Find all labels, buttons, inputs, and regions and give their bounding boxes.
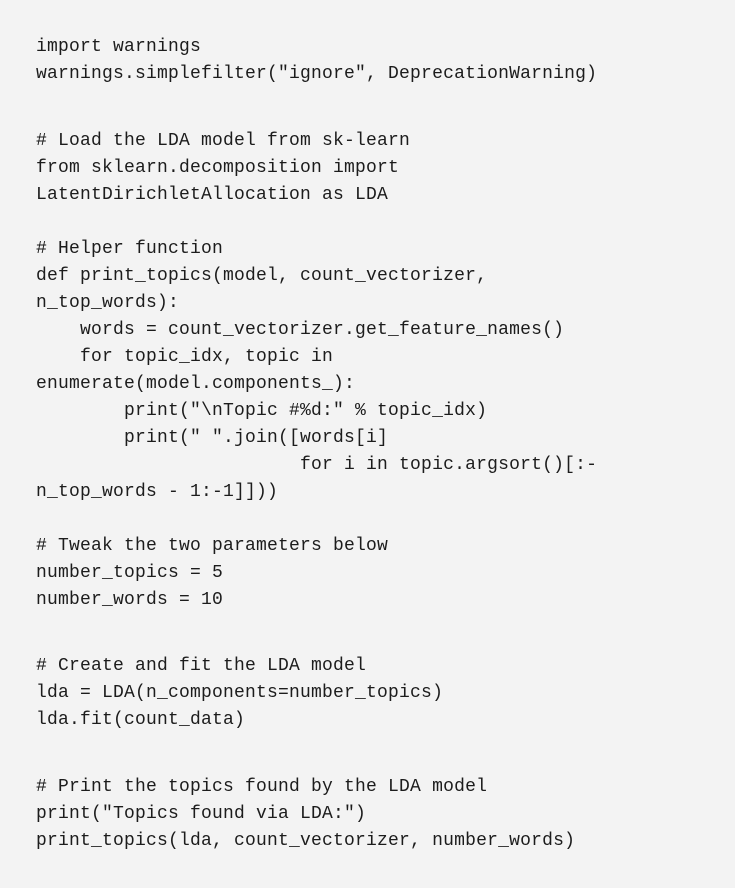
code-line: print_topics(lda, count_vectorizer, number_words) [36, 831, 576, 851]
code-line: print("\nTopic #%d:" % topic_idx) [36, 401, 488, 421]
code-line: number_topics = 5 [36, 563, 224, 583]
code-line: for i in topic.argsort()[:- [36, 455, 598, 475]
code-line: enumerate(model.components_): [36, 374, 356, 394]
code-line: import warnings [36, 37, 202, 57]
code-line: LatentDirichletAllocation as LDA [36, 185, 389, 205]
code-line: number_words = 10 [36, 590, 224, 610]
code-line: lda.fit(count_data) [36, 710, 246, 730]
code-line: lda = LDA(n_components=number_topics) [36, 683, 444, 703]
code-line: # Print the topics found by the LDA model [36, 777, 488, 797]
code-line: # Tweak the two parameters below [36, 536, 389, 556]
code-line: # Helper function [36, 239, 224, 259]
code-line: # Load the LDA model from sk-learn [36, 131, 411, 151]
code-line: warnings.simplefilter("ignore", DeprecationWarning) [36, 64, 598, 84]
code-line: for topic_idx, topic in [36, 347, 334, 367]
code-line: n_top_words): [36, 293, 180, 313]
code-line: print(" ".join([words[i] [36, 428, 389, 448]
code-line: # Create and fit the LDA model [36, 656, 367, 676]
code-line: def print_topics(model, count_vectorizer, [36, 266, 488, 286]
code-line: n_top_words - 1:-1]])) [36, 482, 279, 502]
code-line: print("Topics found via LDA:") [36, 804, 367, 824]
code-line: words = count_vectorizer.get_feature_names() [36, 320, 565, 340]
code-line: from sklearn.decomposition import [36, 158, 400, 178]
